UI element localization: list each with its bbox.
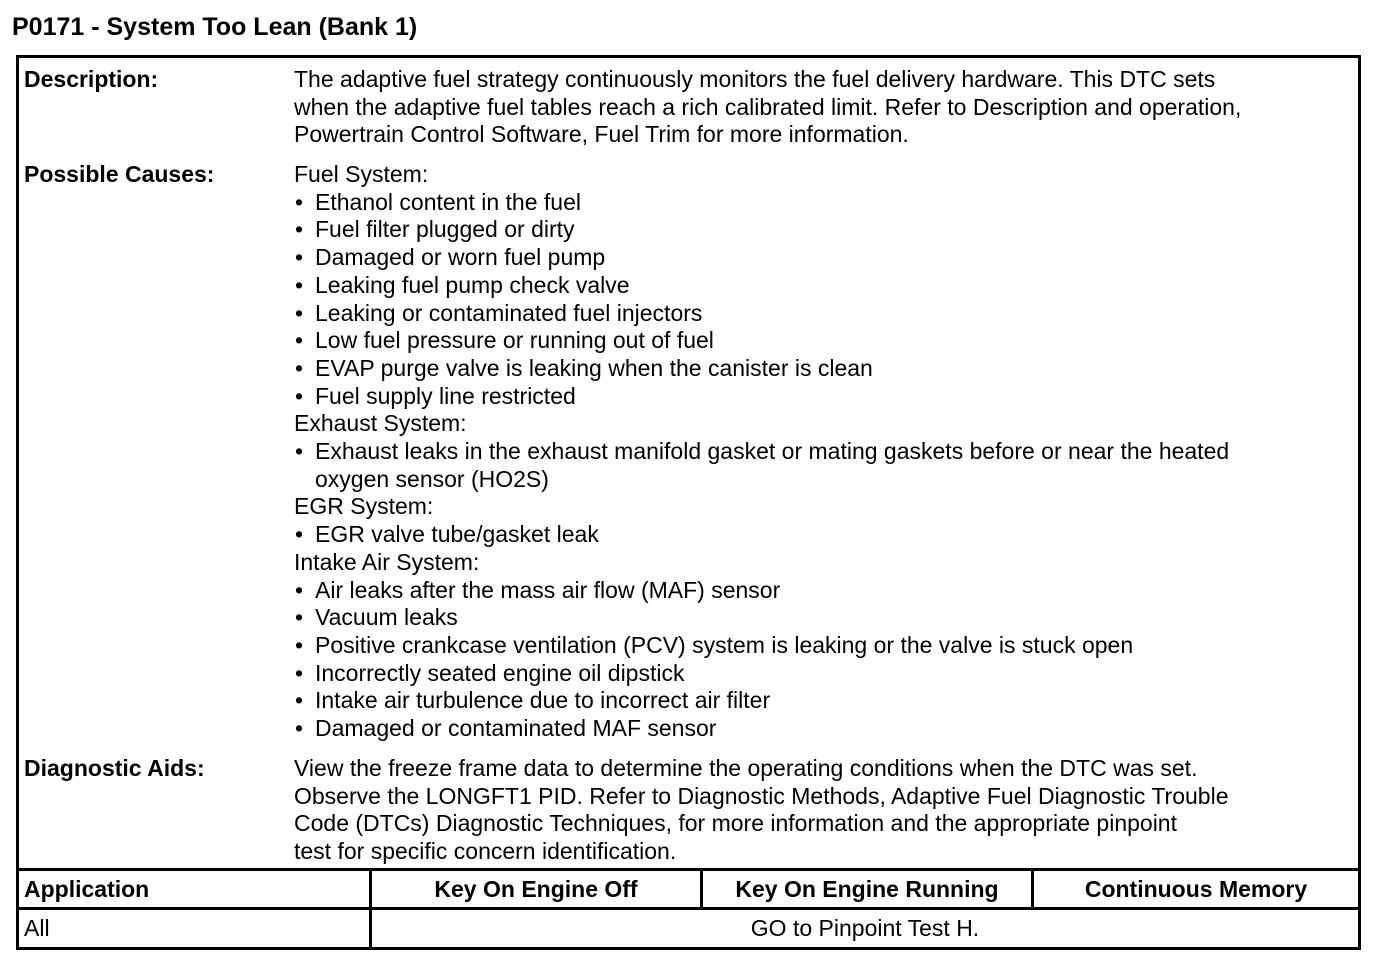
cause-group-heading: Intake Air System: bbox=[294, 548, 480, 575]
list-item: • Fuel filter plugged or dirty bbox=[295, 216, 575, 243]
bullet-icon: • bbox=[295, 327, 304, 354]
description-line: The adaptive fuel strategy continuously monitors the fuel delivery hardware. This DTC sets bbox=[294, 66, 1216, 92]
bullet-icon: • bbox=[295, 382, 304, 409]
cause-list bbox=[294, 189, 1352, 411]
dtc-body bbox=[19, 58, 1358, 868]
header-key-on-engine-running: Key On Engine Running bbox=[700, 871, 1031, 907]
diagnostic-aids-line: View the freeze frame data to determine the operating conditions when the DTC was set. bbox=[294, 755, 1198, 781]
header-continuous-memory: Continuous Memory bbox=[1031, 871, 1358, 907]
list-item: • Incorrectly seated engine oil dipstick bbox=[295, 659, 685, 686]
header-key-on-engine-off: Key On Engine Off bbox=[369, 871, 700, 907]
list-item: • Exhaust leaks in the exhaust manifold gasket or mating gaskets before or near the heated oxygen sensor (HO2S) bbox=[295, 438, 1230, 492]
list-item: • Leaking fuel pump check valve bbox=[295, 271, 630, 298]
bullet-icon: • bbox=[295, 631, 304, 658]
cause-list bbox=[294, 438, 1352, 493]
list-item: • Ethanol content in the fuel bbox=[295, 188, 581, 215]
cause-list bbox=[294, 521, 1352, 549]
dtc-document bbox=[16, 55, 1361, 950]
diagnostic-aids-line: test for specific concern identification. bbox=[294, 838, 677, 865]
cause-list bbox=[294, 577, 1352, 743]
list-item: • EGR valve tube/gasket leak bbox=[295, 521, 599, 548]
diagnostic-aids-line: Code (DTCs) Diagnostic Techniques, for more information and the appropriate pinpoint bbox=[294, 810, 1177, 837]
list-item: • Air leaks after the mass air flow (MAF) sensor bbox=[295, 576, 781, 603]
list-item: • Damaged or contaminated MAF sensor bbox=[295, 715, 717, 742]
test-table-header-row bbox=[19, 871, 1358, 910]
bullet-icon: • bbox=[295, 715, 304, 742]
bullet-icon: • bbox=[295, 438, 304, 465]
cause-group-heading: Exhaust System: bbox=[294, 410, 467, 437]
list-item: • Damaged or worn fuel pump bbox=[295, 244, 606, 271]
bullet-icon: • bbox=[295, 659, 304, 686]
possible-causes-content bbox=[294, 161, 1352, 743]
list-item: • Vacuum leaks bbox=[295, 604, 458, 631]
page-title: P0171 - System Too Lean (Bank 1) bbox=[12, 13, 418, 41]
diagnostic-aids-line: Observe the LONGFT1 PID. Refer to Diagnostic Methods, Adaptive Fuel Diagnostic Trouble bbox=[294, 782, 1229, 809]
header-application: Application bbox=[24, 875, 150, 902]
cell-application: All bbox=[24, 915, 50, 941]
description-text bbox=[294, 66, 1352, 149]
bullet-icon: • bbox=[295, 271, 304, 298]
bullet-icon: • bbox=[295, 687, 304, 714]
cause-group-heading: EGR System: bbox=[294, 493, 434, 520]
bullet-icon: • bbox=[295, 244, 304, 271]
bullet-icon: • bbox=[295, 188, 304, 215]
diagnostic-aids-text bbox=[294, 755, 1352, 866]
description-label: Description: bbox=[24, 66, 159, 92]
list-item: • Intake air turbulence due to incorrect air filter bbox=[295, 687, 771, 714]
list-item: • EVAP purge valve is leaking when the canister is clean bbox=[295, 354, 873, 381]
table-row bbox=[19, 910, 1358, 947]
cell-pinpoint-test-action: GO to Pinpoint Test H. bbox=[369, 910, 1358, 947]
description-line: when the adaptive fuel tables reach a rich calibrated limit. Refer to Description and operation, bbox=[294, 93, 1242, 120]
bullet-icon: • bbox=[295, 576, 304, 603]
test-table bbox=[19, 868, 1358, 947]
list-item: • Leaking or contaminated fuel injectors bbox=[295, 299, 703, 326]
bullet-icon: • bbox=[295, 521, 304, 548]
description-line: Powertrain Control Software, Fuel Trim for more information. bbox=[294, 121, 909, 148]
possible-causes-label: Possible Causes: bbox=[24, 161, 215, 187]
bullet-icon: • bbox=[295, 216, 304, 243]
diagnostic-aids-label: Diagnostic Aids: bbox=[24, 755, 205, 781]
bullet-icon: • bbox=[295, 299, 304, 326]
bullet-icon: • bbox=[295, 354, 304, 381]
list-item: • Fuel supply line restricted bbox=[295, 382, 576, 409]
cause-group-heading: Fuel System: bbox=[294, 161, 429, 187]
list-item: • Low fuel pressure or running out of fuel bbox=[295, 327, 714, 354]
list-item: • Positive crankcase ventilation (PCV) system is leaking or the valve is stuck open bbox=[295, 631, 1134, 658]
bullet-icon: • bbox=[295, 604, 304, 631]
